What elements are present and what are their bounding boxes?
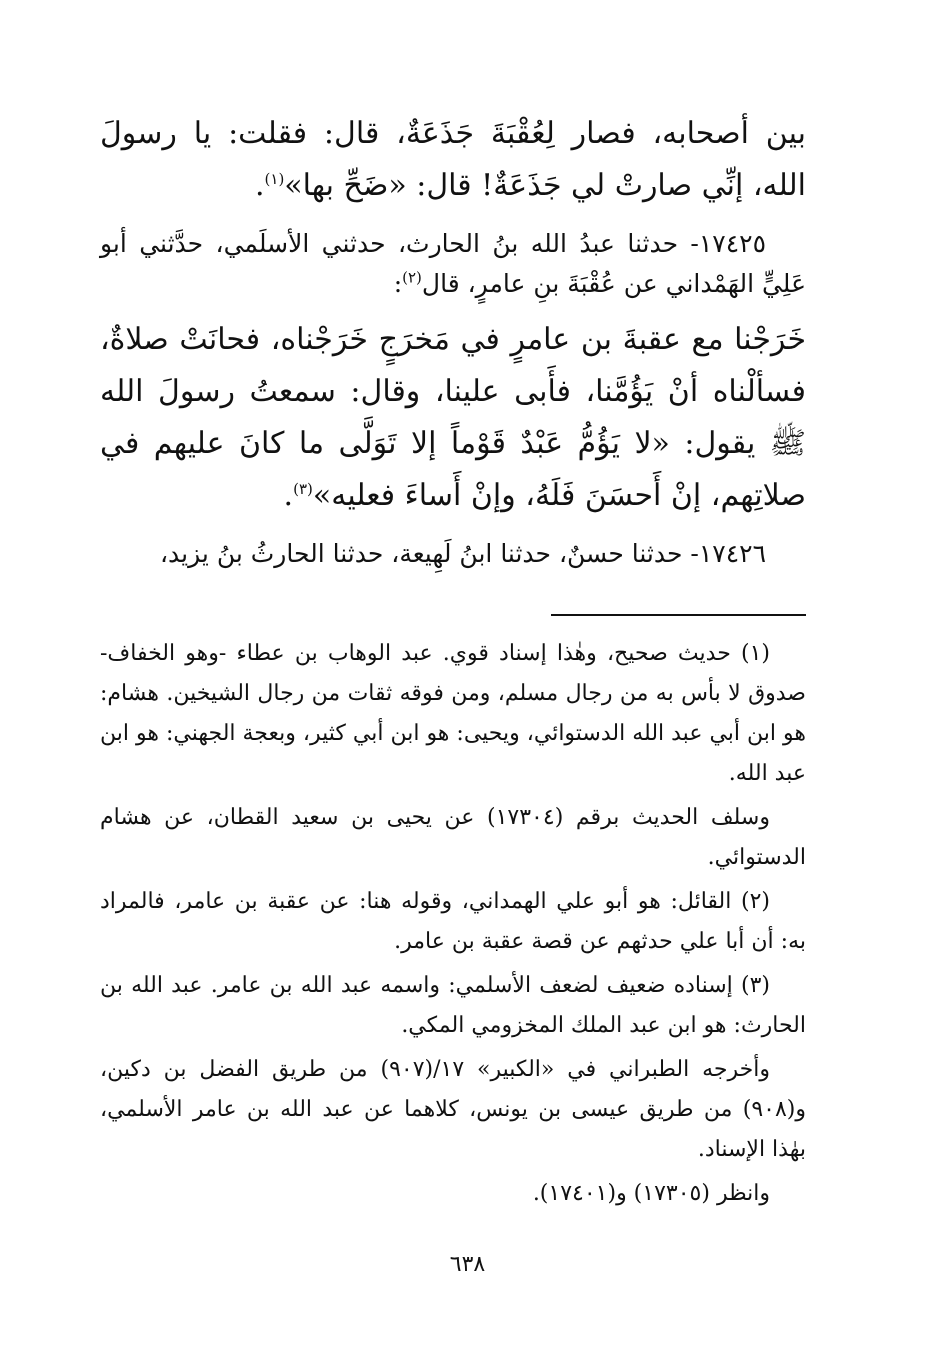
main-paragraph-2-end: . [283, 478, 294, 513]
footnote-2: (٢) القائل: هو أبو علي الهمداني، وقوله هنا: عن عقبة بن عامر، فالمراد به: أن أبا علي حدثهم عن قصة عقبة بن عامر. [100, 889, 806, 954]
main-paragraph-2 [100, 314, 806, 522]
footnote-ref-3: (٣) [293, 480, 313, 498]
main-paragraph-2-text: خَرَجْنا مع عقبةَ بن عامرٍ في مَخرَجٍ خَرَجْناه، فحانَتْ صلاةٌ، فسألْناه أنْ يَؤُمَّنا، فأَبى علينا، وقال: سمعتُ رسولَ الله ﷺ يقول: «لا يَؤُمُّ عَبْدٌ قَوْماً إلا تَوَلَّى ما كانَ عليهم في صلاتِهم، إنْ أَحسَنَ فَلَهُ، وإنْ أَساءَ فعليه» [100, 322, 806, 513]
page-number: ٦٣٨ [449, 1252, 486, 1277]
hadith-17425-text: ١٧٤٢٥- حدثنا عبدُ الله بنُ الحارث، حدثني الأسلَمي، حدَّثني أبو عَلِيٍّ الهَمْداني عن عُقْبَةَ بنِ عامرٍ، قال [100, 229, 806, 298]
hadith-17426-text: ١٧٤٢٦- حدثنا حسنٌ، حدثنا ابنُ لَهِيعة، حدثنا الحارثُ بنُ يزيد، [159, 539, 766, 568]
footnote-1-continued: وسلف الحديث برقم (١٧٣٠٤) عن يحيى بن سعيد القطان، عن هشام الدستوائي. [100, 805, 806, 870]
book-page [100, 108, 806, 1218]
hadith-17425-chain [100, 224, 806, 304]
footnote-1: (١) حديث صحيح، وهٰذا إسناد قوي. عبد الوهاب بن عطاء -وهو الخفاف- صدوق لا بأس به من رجال مسلم، ومن فوقه ثقات من رجال الشيخين. هشام: هو ابن أبي عبد الله الدستوائي، ويحيى: هو ابن أبي كثير، وبعجة الجهني: هو ابن عبد الله. [100, 641, 806, 786]
footnote-3-continued: وأخرجه الطبراني في «الكبير» ١٧/(٩٠٧) من طريق الفضل بن دكين، و(٩٠٨) من طريق عيسى بن يونس، كلاهما عن عبد الله بن عامر الأسلمي، بهٰذا الإسناد. [100, 1057, 806, 1162]
footnotes [100, 634, 806, 1214]
footnote-3-see-also: وانظر (١٧٣٠٥) و(١٧٤٠١). [532, 1181, 770, 1206]
footnote-separator [551, 614, 806, 616]
main-paragraph-1 [100, 108, 806, 212]
main-paragraph-1-end: . [254, 168, 265, 203]
footnote-3: (٣) إسناده ضعيف لضعف الأسلمي: واسمه عبد الله بن عامر. عبد الله بن الحارث: هو ابن عبد الملك المخزومي المكي. [100, 973, 806, 1038]
hadith-17426-chain [100, 534, 806, 574]
hadith-17425-end: : [393, 269, 403, 298]
main-paragraph-1-text: بين أصحابه، فصار لِعُقْبَةَ جَذَعَةٌ، قال: فقلت: يا رسولَ الله، إنِّي صارتْ لي جَذَعَةٌ! قال: «ضَحِّ بها» [100, 116, 806, 203]
footnote-ref-1: (١) [264, 170, 285, 188]
footnote-ref-2: (٢) [402, 268, 422, 287]
